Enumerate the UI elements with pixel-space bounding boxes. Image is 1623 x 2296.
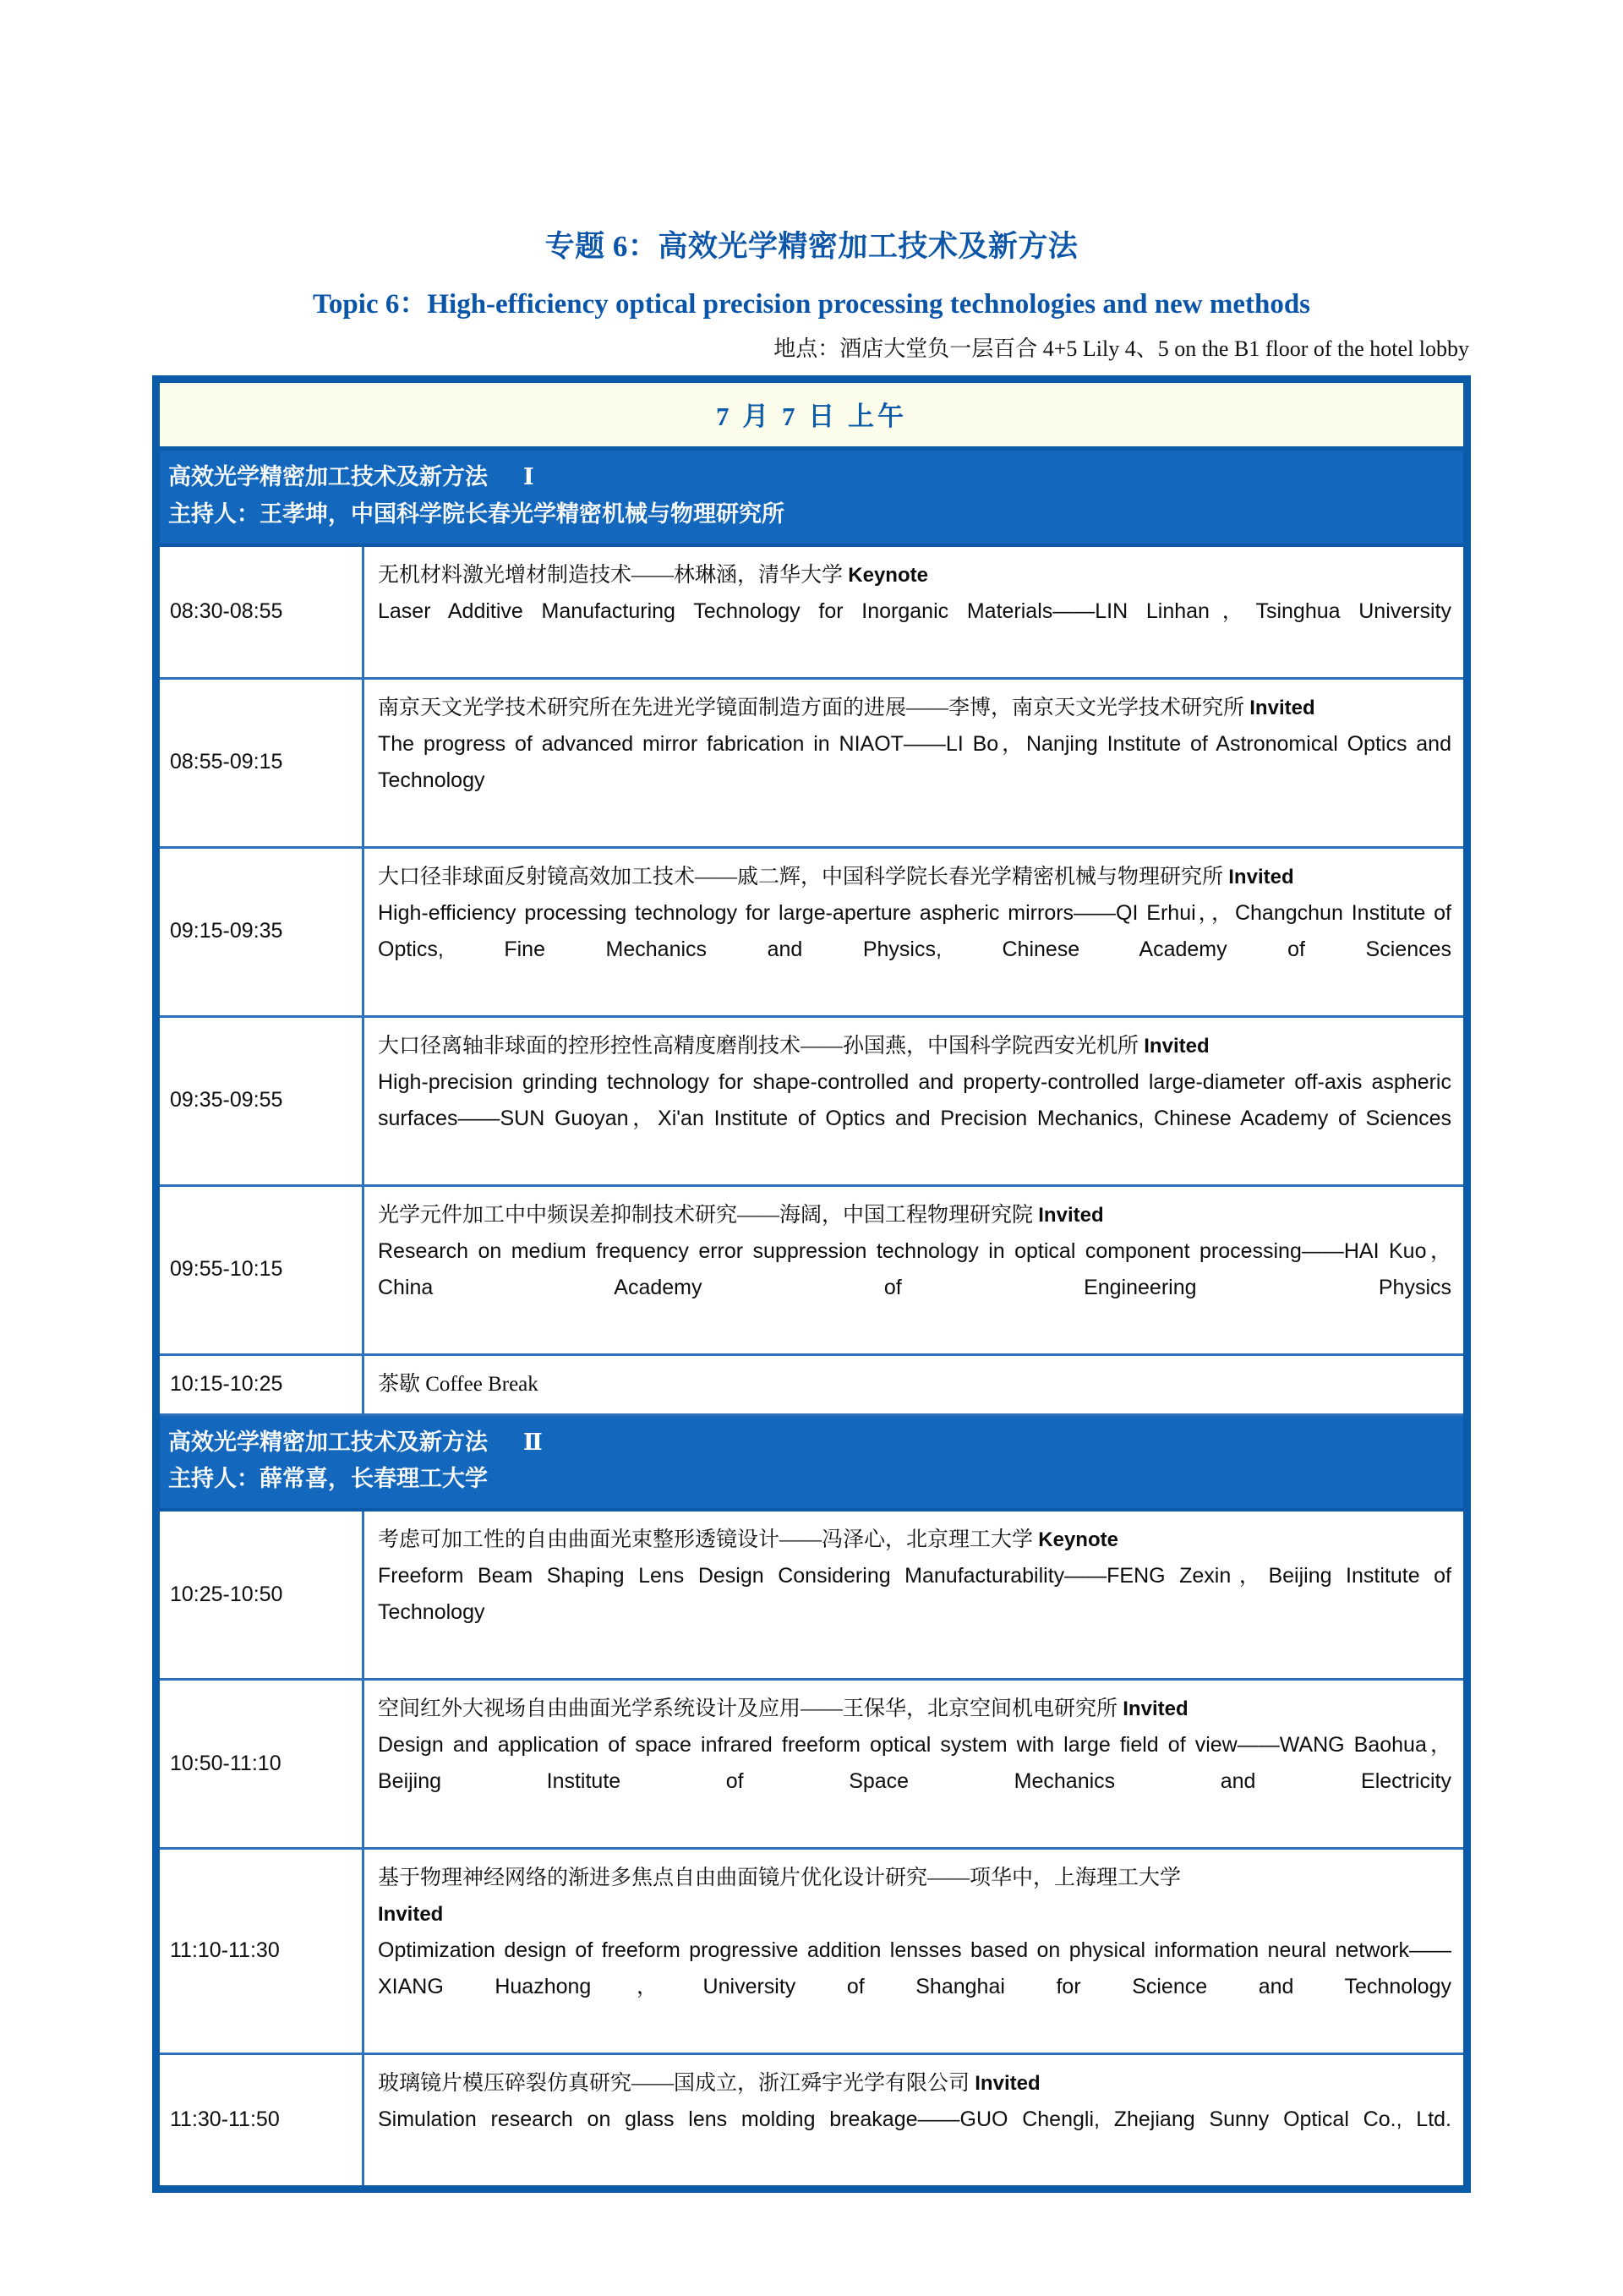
topic-title-chinese: 专题 6：高效光学精密加工技术及新方法 (544, 230, 1079, 263)
talk-description (363, 1185, 1467, 1354)
talk-title-english: The progress of advanced mirror fabrication in NIAOT——LI Bo，Nanjing Institute of Astronomical Optics and Technology (378, 731, 1451, 792)
talk-title-chinese (378, 1366, 1451, 1402)
talk-title-chinese-text: 考虑可加工性的自由曲面光束整形透镜设计——冯泽心，北京理工大学 (378, 1528, 1034, 1552)
talk-badge: Invited (378, 1903, 444, 1927)
schedule-row (156, 847, 1467, 1016)
schedule-row (156, 2054, 1467, 2189)
talk-badge: Invited (1228, 865, 1294, 888)
talk-title-english: Design and application of space infrared freeform optical system with large field of view——WANG Baohua，Beijing Institute of Space Mechanics and Electricity (378, 1733, 1451, 1794)
talk-title-chinese (378, 1028, 1451, 1064)
date-band-label: 7 月 7 日 上午 (156, 380, 1467, 449)
time-slot: 11:10-11:30 (156, 1849, 363, 2054)
time-slot: 10:15-10:25 (156, 1354, 363, 1414)
time-slot: 09:35-09:55 (156, 1016, 363, 1185)
time-slot: 08:55-09:15 (156, 678, 363, 847)
talk-title-english: Freeform Beam Shaping Lens Design Considering Manufacturability——FENG Zexin，Beijing Institute of Technology (378, 1564, 1451, 1625)
talk-badge: Keynote (848, 563, 928, 587)
talk-description (363, 545, 1467, 679)
talk-description (363, 1680, 1467, 1849)
schedule-row (156, 1849, 1467, 2054)
schedule-row (156, 545, 1467, 679)
talk-title-chinese (378, 1522, 1451, 1558)
venue-line: 地点：酒店大堂负一层百合 4+5 Lily 4、5 on the B1 floor of the hotel lobby (773, 336, 1469, 361)
talk-title-chinese (378, 2065, 1451, 2102)
talk-description (363, 1354, 1467, 1414)
talk-badge: Keynote (1038, 1528, 1118, 1552)
time-slot: 10:50-11:10 (156, 1680, 363, 1849)
talk-description (363, 2054, 1467, 2189)
time-slot: 11:30-11:50 (156, 2054, 363, 2189)
session-roman-numeral: Ⅰ (523, 464, 535, 490)
talk-title-english: High-precision grinding technology for shape-controlled and property-controlled large-diameter off-axis aspheric surfaces——SUN Guoyan，Xi'an Institute of Optics and Precision Mechanics, Chinese Academy of Sciences (378, 1069, 1451, 1130)
session-header-row (156, 449, 1467, 545)
time-slot: 10:25-10:50 (156, 1510, 363, 1680)
talk-badge: Invited (975, 2072, 1041, 2096)
talk-title-chinese (378, 1197, 1451, 1233)
talk-title-english: Laser Additive Manufacturing Technology for Inorganic Materials——LIN Linhan，Tsinghua University (378, 599, 1451, 623)
talk-title-chinese-text: 大口径离轴非球面的控形控性高精度磨削技术——孙国燕，中国科学院西安光机所 (378, 1034, 1139, 1058)
talk-description (363, 1510, 1467, 1680)
talk-badge: Invited (1123, 1697, 1189, 1721)
schedule-table (152, 375, 1471, 2193)
talk-title-chinese (378, 690, 1451, 726)
talk-title-chinese (378, 1691, 1451, 1727)
session-title-text: 高效光学精密加工技术及新方法 (168, 1429, 488, 1455)
session-roman-numeral: Ⅱ (523, 1429, 544, 1455)
schedule-row (156, 1185, 1467, 1354)
talk-title-chinese (378, 557, 1451, 593)
talk-description (363, 847, 1467, 1016)
schedule-row (156, 1016, 1467, 1185)
talk-title-chinese-text: 无机材料激光增材制造技术——林琳涵，清华大学 (378, 563, 844, 587)
session-title-text: 高效光学精密加工技术及新方法 (168, 464, 488, 490)
talk-badge: Invited (1249, 696, 1315, 719)
schedule-row (156, 1354, 1467, 1414)
time-slot: 09:55-10:15 (156, 1185, 363, 1354)
topic-title-english: Topic 6：High-efficiency optical precision processing technologies and new methods (312, 288, 1311, 320)
schedule-row (156, 1510, 1467, 1680)
time-slot: 09:15-09:35 (156, 847, 363, 1016)
talk-title-english: Research on medium frequency error suppression technology in optical component processing——HAI Kuo，China Academy of Engineering Physics (378, 1238, 1451, 1299)
schedule-row (156, 1680, 1467, 1849)
time-slot: 08:30-08:55 (156, 545, 363, 679)
talk-title-chinese-text: 光学元件加工中中频误差抑制技术研究——海阔，中国工程物理研究院 (378, 1203, 1034, 1227)
talk-badge: Invited (1038, 1203, 1104, 1227)
talk-title-chinese-text: 基于物理神经网络的渐进多焦点自由曲面镜片优化设计研究——项华中，上海理工大学 (378, 1867, 1182, 1890)
session-chair: 主持人：王孝坤，中国科学院长春光学精密机械与物理研究所 (168, 500, 784, 527)
talk-title-chinese-text: 南京天文光学技术研究所在先进光学镜面制造方面的进展——李博，南京天文光学技术研究所 (378, 696, 1245, 719)
session-chair: 主持人：薛常喜，长春理工大学 (168, 1466, 488, 1492)
session-header-cell (156, 449, 1467, 545)
talk-title-chinese-text: 玻璃镜片模压碎裂仿真研究——国成立，浙江舜宇光学有限公司 (378, 2072, 970, 2096)
session-title (168, 1424, 1463, 1462)
schedule-row (156, 678, 1467, 847)
session-header-row (156, 1414, 1467, 1510)
talk-title-chinese (378, 859, 1451, 895)
talk-title-chinese-text: 空间红外大视场自由曲面光学系统设计及应用——王保华，北京空间机电研究所 (378, 1697, 1118, 1721)
talk-description (363, 678, 1467, 847)
talk-description (363, 1849, 1467, 2054)
talk-title-english: High-efficiency processing technology for large-aperture aspheric mirrors——QI Erhui，，Changchun Institute of Optics, Fine Mechanics and Physics, Chinese Academy of Sciences (378, 900, 1451, 961)
session-header-cell (156, 1414, 1467, 1510)
talk-title-chinese-text: 茶歇 Coffee Break (378, 1372, 538, 1396)
talk-title-chinese (378, 1860, 1451, 1932)
date-band-row (156, 380, 1467, 449)
session-title (168, 459, 1463, 496)
talk-title-chinese-text: 大口径非球面反射镜高效加工技术——戚二辉，中国科学院长春光学精密机械与物理研究所 (378, 865, 1224, 888)
talk-badge: Invited (1144, 1034, 1210, 1058)
talk-title-english: Simulation research on glass lens molding breakage——GUO Chengli, Zhejiang Sunny Optical Co., Ltd. (378, 2107, 1451, 2132)
talk-title-english: Optimization design of freeform progressive addition lensses based on physical information neural network——XIANG Huazhong，University of Shanghai for Science and Technology (378, 1938, 1451, 1999)
talk-description (363, 1016, 1467, 1185)
